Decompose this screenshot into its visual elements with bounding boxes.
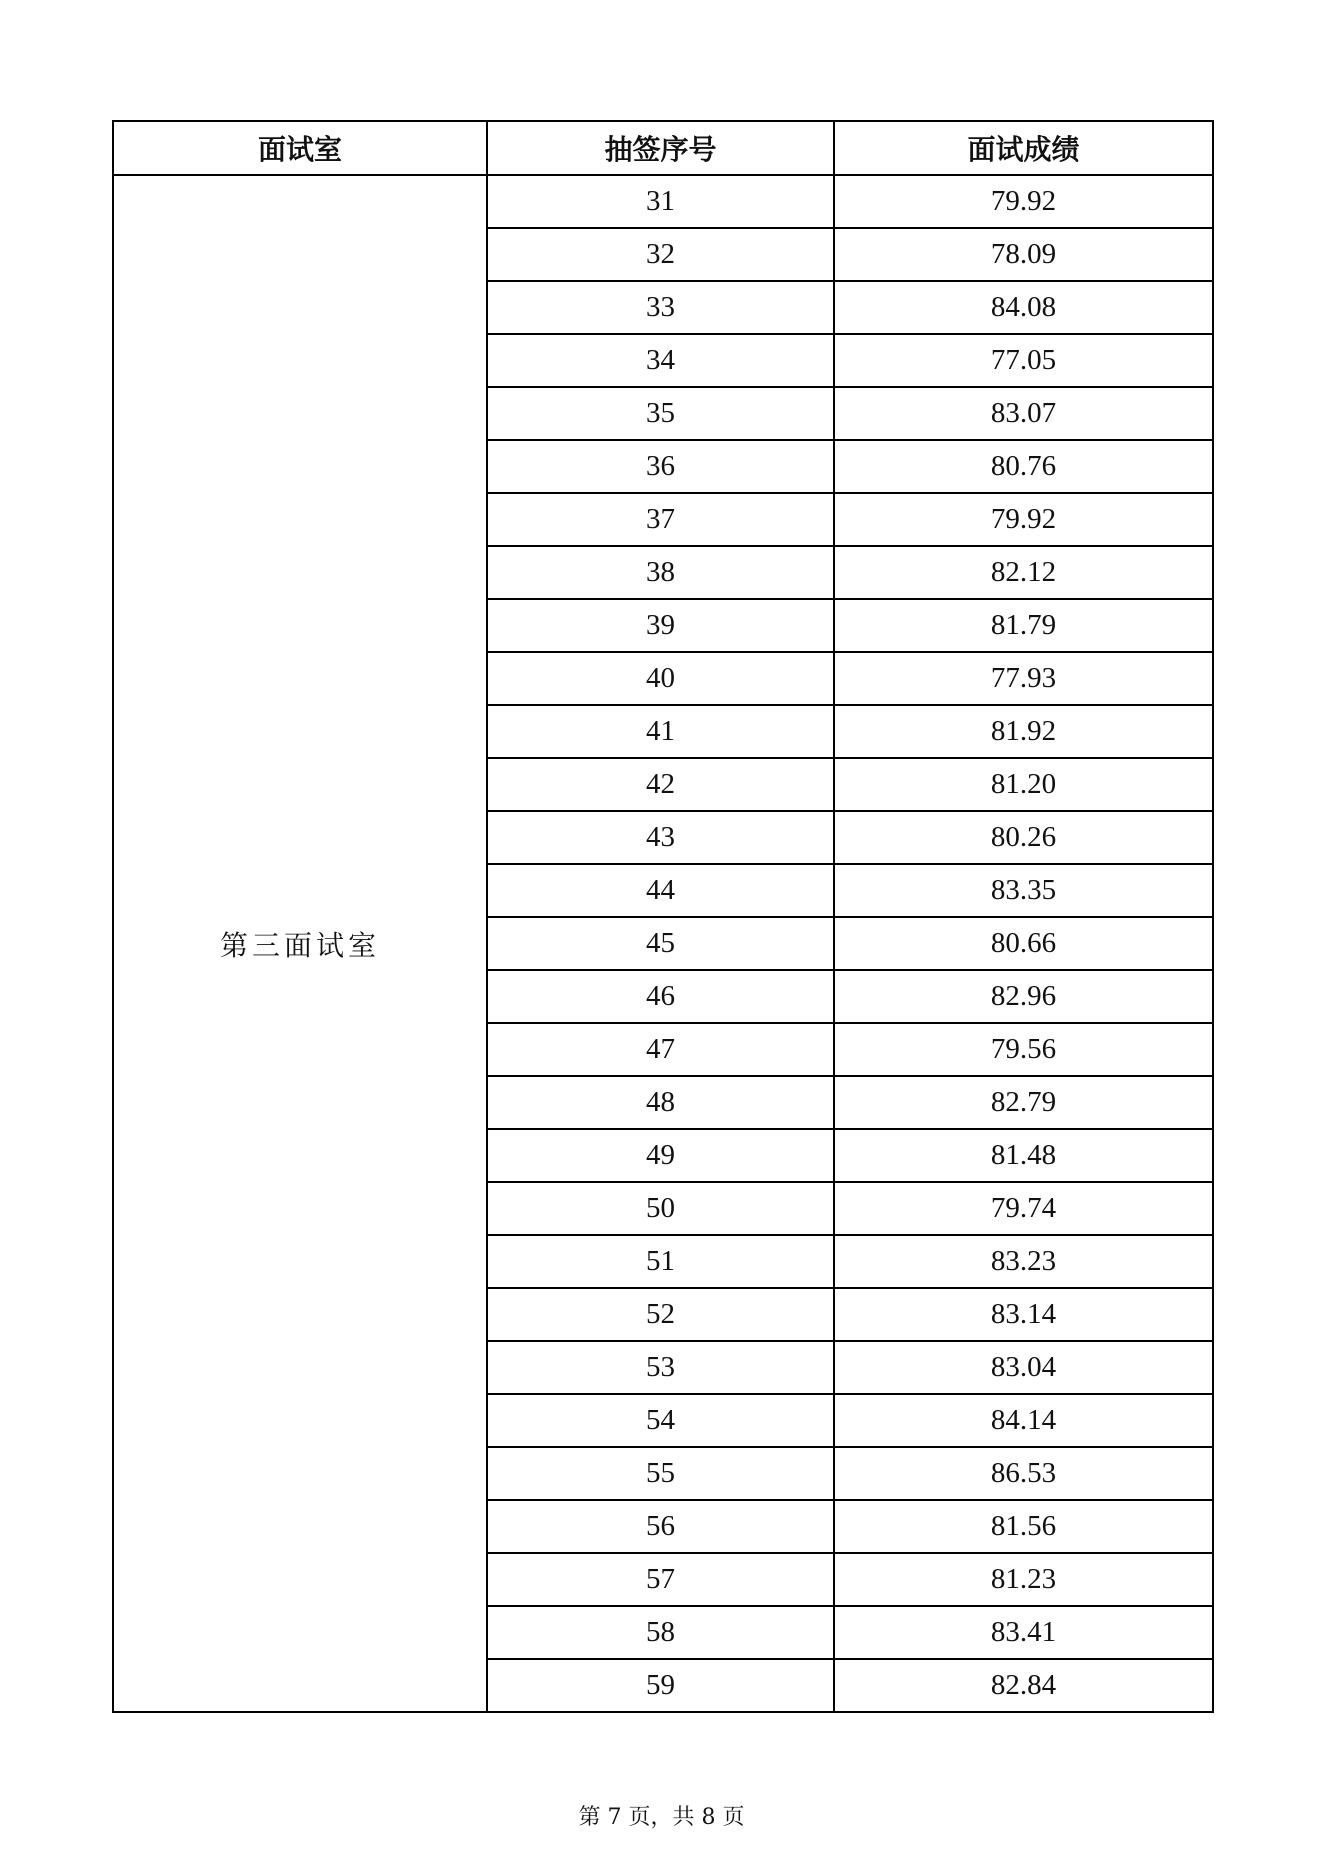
score-cell: 81.92	[834, 705, 1213, 758]
draw-number-cell: 39	[487, 599, 834, 652]
score-cell: 79.56	[834, 1023, 1213, 1076]
score-cell: 82.79	[834, 1076, 1213, 1129]
score-cell: 81.48	[834, 1129, 1213, 1182]
draw-number-cell: 31	[487, 175, 834, 228]
score-cell: 84.14	[834, 1394, 1213, 1447]
draw-number-cell: 59	[487, 1659, 834, 1712]
draw-number-cell: 56	[487, 1500, 834, 1553]
draw-number-cell: 37	[487, 493, 834, 546]
score-cell: 81.20	[834, 758, 1213, 811]
score-cell: 77.05	[834, 334, 1213, 387]
score-cell: 79.92	[834, 175, 1213, 228]
draw-number-cell: 43	[487, 811, 834, 864]
draw-number-cell: 42	[487, 758, 834, 811]
draw-number-cell: 32	[487, 228, 834, 281]
draw-number-cell: 58	[487, 1606, 834, 1659]
score-cell: 83.35	[834, 864, 1213, 917]
draw-number-cell: 40	[487, 652, 834, 705]
draw-number-cell: 49	[487, 1129, 834, 1182]
draw-number-cell: 48	[487, 1076, 834, 1129]
draw-number-cell: 47	[487, 1023, 834, 1076]
score-cell: 79.74	[834, 1182, 1213, 1235]
draw-number-cell: 36	[487, 440, 834, 493]
draw-number-cell: 35	[487, 387, 834, 440]
table-body	[113, 175, 1213, 1712]
score-cell: 83.04	[834, 1341, 1213, 1394]
header-room: 面试室	[113, 121, 487, 175]
score-cell: 83.07	[834, 387, 1213, 440]
score-cell: 83.41	[834, 1606, 1213, 1659]
score-cell: 82.96	[834, 970, 1213, 1023]
score-cell: 79.92	[834, 493, 1213, 546]
table-row	[113, 175, 1213, 228]
score-cell: 82.12	[834, 546, 1213, 599]
draw-number-cell: 55	[487, 1447, 834, 1500]
table-header-row	[113, 121, 1213, 175]
score-cell: 83.14	[834, 1288, 1213, 1341]
header-interview-score: 面试成绩	[834, 121, 1213, 175]
draw-number-cell: 44	[487, 864, 834, 917]
draw-number-cell: 57	[487, 1553, 834, 1606]
header-draw-number: 抽签序号	[487, 121, 834, 175]
draw-number-cell: 38	[487, 546, 834, 599]
draw-number-cell: 46	[487, 970, 834, 1023]
draw-number-cell: 54	[487, 1394, 834, 1447]
room-name-cell: 第三面试室	[113, 175, 487, 1712]
score-cell: 81.56	[834, 1500, 1213, 1553]
score-cell: 81.23	[834, 1553, 1213, 1606]
draw-number-cell: 34	[487, 334, 834, 387]
draw-number-cell: 53	[487, 1341, 834, 1394]
draw-number-cell: 33	[487, 281, 834, 334]
score-cell: 77.93	[834, 652, 1213, 705]
interview-score-table	[112, 120, 1214, 1713]
draw-number-cell: 50	[487, 1182, 834, 1235]
score-cell: 86.53	[834, 1447, 1213, 1500]
score-cell: 78.09	[834, 228, 1213, 281]
draw-number-cell: 51	[487, 1235, 834, 1288]
score-cell: 80.76	[834, 440, 1213, 493]
page-number: 第 7 页，共 8 页	[578, 1805, 745, 1830]
score-cell: 80.26	[834, 811, 1213, 864]
score-cell: 80.66	[834, 917, 1213, 970]
draw-number-cell: 45	[487, 917, 834, 970]
score-cell: 83.23	[834, 1235, 1213, 1288]
score-cell: 81.79	[834, 599, 1213, 652]
draw-number-cell: 41	[487, 705, 834, 758]
score-cell: 84.08	[834, 281, 1213, 334]
draw-number-cell: 52	[487, 1288, 834, 1341]
score-cell: 82.84	[834, 1659, 1213, 1712]
